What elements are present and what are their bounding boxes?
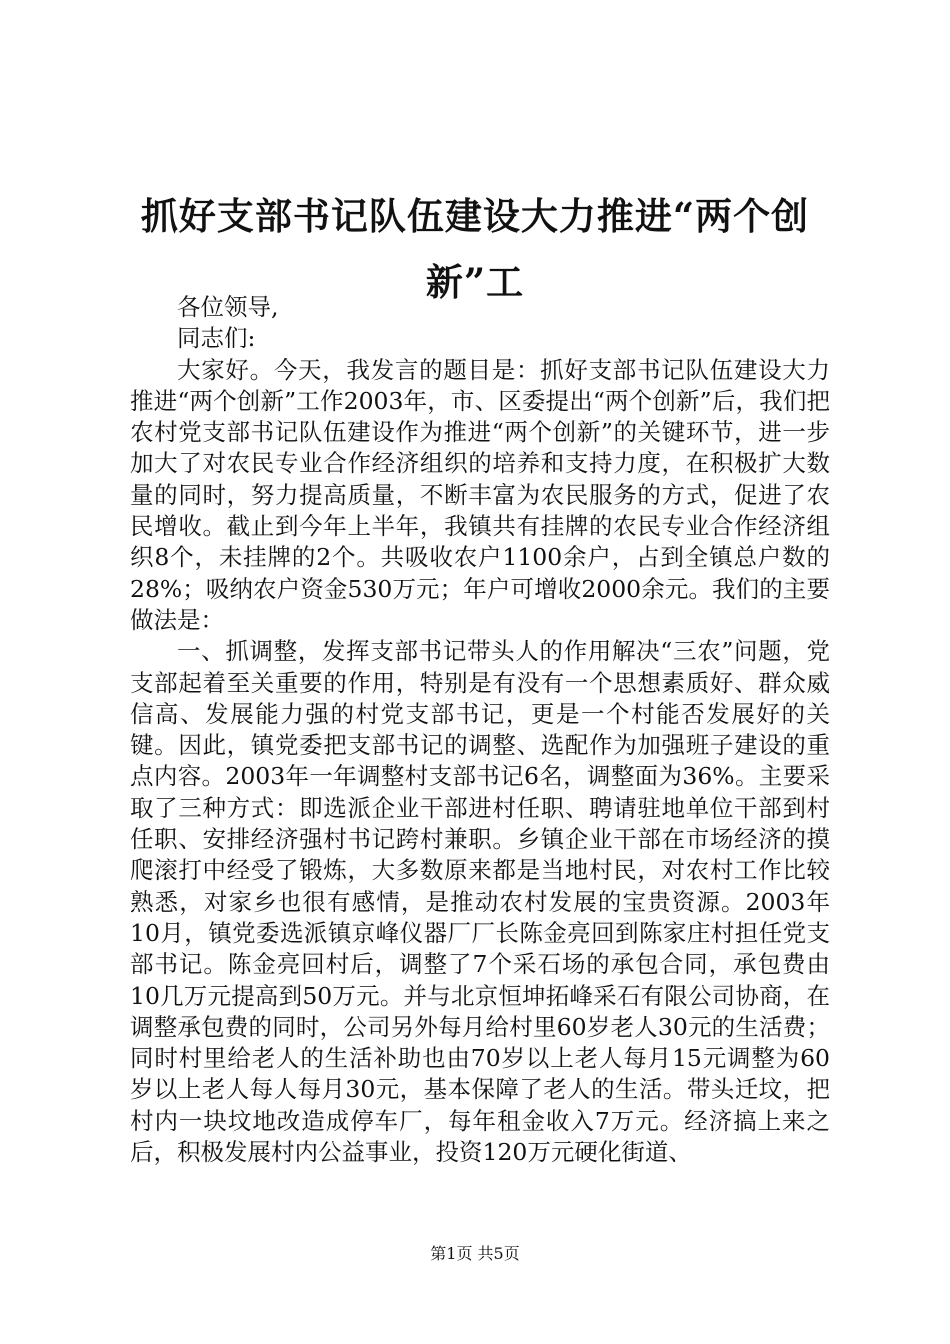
document-title: 抓好支部书记队伍建设大力推进“两个创新”工 — [140, 193, 810, 304]
salutation-leaders: 各位领导, — [177, 293, 279, 321]
paragraph-intro: 大家好。今天，我发言的题目是：抓好支部书记队伍建设大力推进“两个创新”工作2003年，市、区委提出“两个创新”后，我们把农村党支部书记队伍建设作为推进“两个创新”的关键环节，进一步加大了对农民专业合作经济组织的培养和支持力度，在积极扩大数量的同时，努力提高质量，不断丰富为农民服务的方式，促进了农民增收。截止到今年上半年，我镇共有挂牌的农民专业合作经济组织8个，未挂牌的2个。共吸收农户1100余户，占到全镇总户数的28%；吸纳农户资金530万元；年户可增收2000余元。我们的主要做法是： — [130, 355, 830, 634]
paragraph-section-one: 一、抓调整，发挥支部书记带头人的作用解决“三农”问题，党支部起着至关重要的作用，特别是有没有一个思想素质好、群众威信高、发展能力强的村党支部书记，更是一个村能否发展好的关键。因此，镇党委把支部书记的调整、选配作为加强班子建设的重点内容。2003年一年调整村支部书记6名，调整面为36%。主要采取了三种方式：即选派企业干部进村任职、聘请驻地单位干部到村任职、安排经济强村书记跨村兼职。乡镇企业干部在市场经济的摸爬滚打中经受了锻炼，大多数原来都是当地村民，对农村工作比较熟悉，对家乡也很有感情，是推动农村发展的宝贵资源。2003年10月，镇党委选派镇京峰仪器厂厂长陈金亮回到陈家庄村担任党支部书记。陈金亮回村后，调整了7个采石场的承包合同，承包费由10几万元提高到50万元。并与北京恒坤拓峰采石有限公司协商，在调整承包费的同时，公司另外每月给村里60岁老人30元的生活费；同时村里给老人的生活补助也由70岁以上老人每月15元调整为60岁以上老人每人每月30元，基本保障了老人的生活。带头迁坟，把村内一块坟地改造成停车厂，每年租金收入7万元。经济搞上来之后，积极发展村内公益事业，投资120万元硬化街道、 — [130, 637, 830, 1167]
page-footer: 第1页 共5页 — [430, 1244, 520, 1263]
document-body — [130, 292, 830, 1168]
salutation-comrades: 同志们: — [177, 324, 256, 353]
